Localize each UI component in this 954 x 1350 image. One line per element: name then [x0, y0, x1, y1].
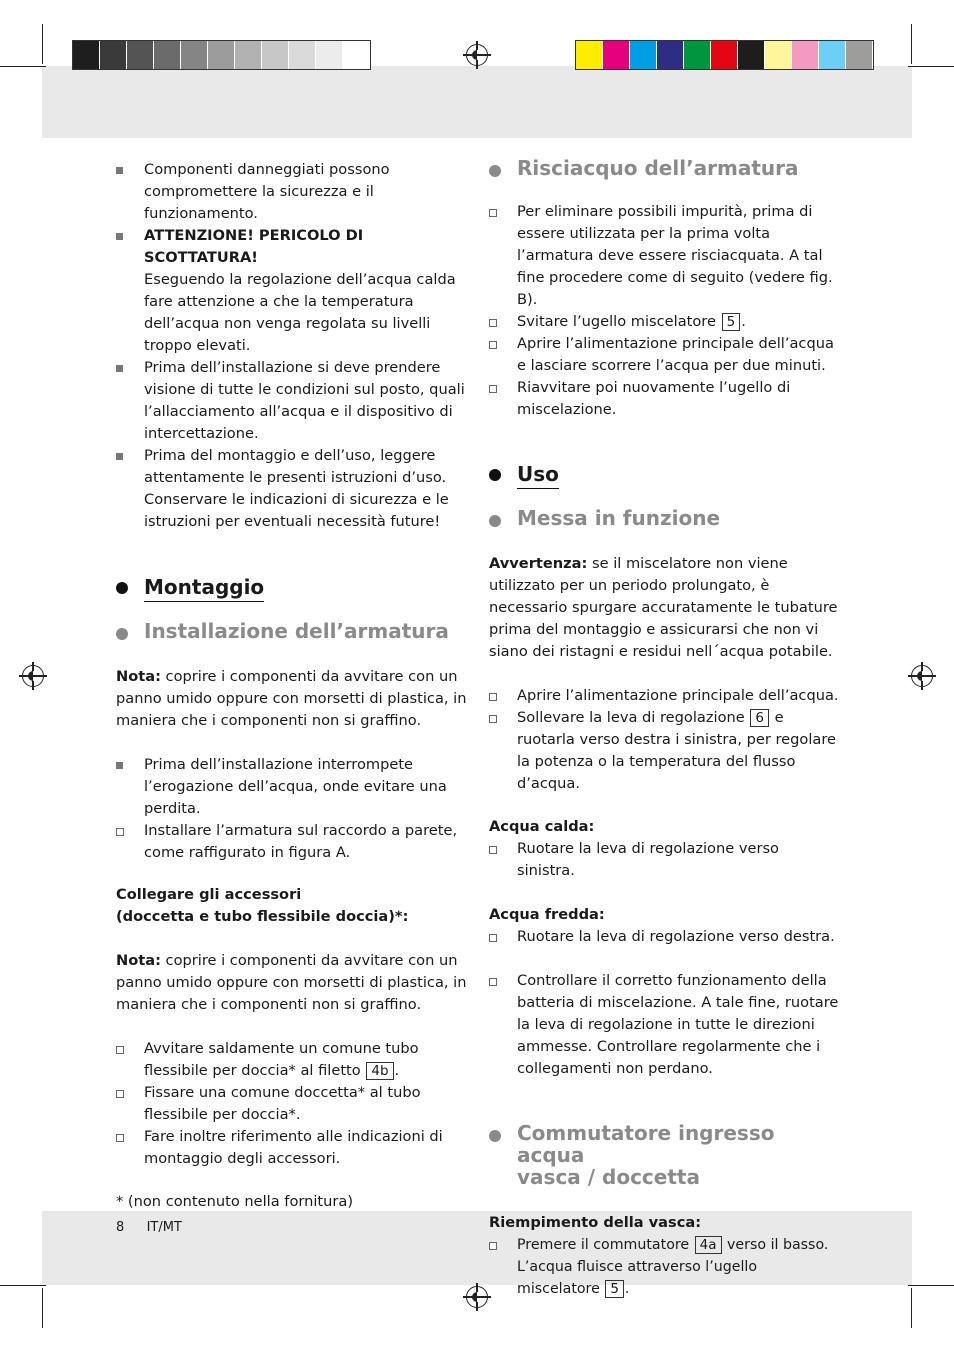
gray-swatch	[127, 41, 154, 69]
crop-mark	[0, 1285, 46, 1286]
subsection-heading-installazione: Installazione dell’armatura	[116, 620, 468, 642]
language-code: IT/MT	[146, 1220, 182, 1235]
checkbox-bullet-icon	[489, 846, 497, 854]
crop-mark	[911, 24, 912, 64]
bullet-dot-icon	[116, 628, 128, 640]
section-heading-montaggio: Montaggio	[116, 574, 468, 600]
registration-mark-icon	[911, 665, 933, 687]
part-reference: 4a	[695, 1236, 722, 1254]
gray-swatch	[100, 41, 127, 69]
list-item: Aprire l’alimentazione principale dell’acqua e lasciare scorrere l’acqua per due minuti.	[489, 333, 841, 377]
list-item: Prima del montaggio e dell’uso, leggere attentamente le presenti istruzioni d’uso. Conservare le indicazioni di sicurezza e le istruzioni per eventuali necessità future!	[116, 445, 468, 533]
part-reference: 6	[750, 709, 769, 727]
accessories-heading: Collegare gli accessori (doccetta e tubo flessibile doccia)*:	[116, 886, 409, 925]
checkbox-bullet-icon	[489, 385, 497, 393]
color-swatch	[765, 41, 792, 69]
gray-swatch	[154, 41, 181, 69]
subsection-heading-risciacquo: Risciacquo dell’armatura	[489, 157, 841, 179]
bullet-square-icon	[116, 453, 123, 460]
list-item: Prima dell’installazione si deve prendere visione di tutte le condizioni sul posto, quali l’allacciamento all’acqua e il dispositivo di intercettazione.	[116, 357, 468, 445]
list-item: Per eliminare possibili impurità, prima di essere utilizzata per la prima volta l’armatura deve essere risciacquata. A tal fine procedere come di seguito (vedere fig. B).	[489, 201, 841, 311]
color-swatch	[846, 41, 873, 69]
page-footer	[116, 1220, 182, 1235]
bullet-square-icon	[116, 233, 123, 240]
part-reference: 5	[722, 313, 741, 331]
list-item: Aprire l’alimentazione principale dell’acqua.	[489, 685, 841, 707]
color-swatch	[630, 41, 657, 69]
warning-title: ATTENZIONE! PERICOLO DI SCOTTATURA!	[144, 227, 364, 266]
hot-water-label: Acqua calda:	[489, 818, 595, 835]
bullet-dot-icon	[116, 582, 128, 594]
checkbox-bullet-icon	[489, 715, 497, 723]
warning-paragraph: Avvertenza: se il miscelatore non viene utilizzato per un periodo prolungato, è necessario spurgare accuratamente le tubature prima del montaggio e assicurarsi che non vi siano dei ristagni e residui nell´acqua potabile.	[489, 555, 838, 660]
bullet-dot-icon	[489, 469, 501, 481]
color-swatch	[711, 41, 738, 69]
cold-water-label: Acqua fredda:	[489, 906, 605, 923]
list-item: Riavvitare poi nuovamente l’ugello di miscelazione.	[489, 377, 841, 421]
part-reference: 5	[605, 1280, 624, 1298]
checkbox-bullet-icon	[116, 1134, 124, 1142]
color-swatch	[792, 41, 819, 69]
gray-swatch	[235, 41, 262, 69]
gray-swatch	[316, 41, 343, 69]
registration-mark-icon	[22, 665, 44, 687]
list-item: Svitare l’ugello miscelatore 5 .	[489, 311, 841, 333]
list-item: Componenti danneggiati possono compromettere la sicurezza e il funzionamento.	[116, 159, 468, 225]
gray-swatch	[289, 41, 316, 69]
checkbox-bullet-icon	[489, 319, 497, 327]
left-column	[116, 159, 468, 1213]
gray-calibration-bar	[72, 40, 371, 70]
list-item: Ruotare la leva di regolazione verso destra.	[489, 926, 841, 948]
bullet-square-icon	[116, 365, 123, 372]
page-number: 8	[116, 1220, 125, 1235]
registration-mark-icon	[466, 44, 488, 66]
right-column	[489, 157, 841, 1300]
crop-mark	[908, 1285, 954, 1286]
subsection-heading-commutatore: Commutatore ingresso acqua vasca / doccetta	[489, 1122, 841, 1188]
color-swatch	[684, 41, 711, 69]
gray-swatch	[208, 41, 235, 69]
gray-swatch	[262, 41, 289, 69]
list-item: Prima dell’installazione interrompete l’erogazione dell’acqua, onde evitare una perdita.	[116, 754, 468, 820]
part-reference: 4b	[366, 1062, 393, 1080]
list-item: Ruotare la leva di regolazione verso sinistra.	[489, 838, 841, 882]
checkbox-bullet-icon	[116, 828, 124, 836]
color-calibration-bar	[575, 40, 874, 70]
list-item: Avvitare saldamente un comune tubo flessibile per doccia* al filetto 4b .	[116, 1038, 468, 1082]
crop-mark	[42, 24, 43, 64]
list-item: Premere il commutatore 4a verso il basso. L’acqua fluisce attraverso l’ugello miscelatore 5 .	[489, 1234, 841, 1300]
color-swatch	[819, 41, 846, 69]
gray-swatch	[181, 41, 208, 69]
footnote: * (non contenuto nella fornitura)	[116, 1193, 354, 1210]
bullet-square-icon	[116, 167, 123, 174]
bullet-dot-icon	[489, 515, 501, 527]
list-item: Fissare una comune doccetta* al tubo flessibile per doccia*.	[116, 1082, 468, 1126]
checkbox-bullet-icon	[116, 1046, 124, 1054]
gray-swatch	[343, 41, 370, 69]
crop-mark	[908, 66, 954, 67]
checkbox-bullet-icon	[489, 934, 497, 942]
list-item: ATTENZIONE! PERICOLO DI SCOTTATURA! Eseguendo la regolazione dell’acqua calda fare attenzione a che la temperatura dell’acqua non venga regolata su livelli troppo elevati.	[116, 225, 468, 357]
list-item: Sollevare la leva di regolazione 6 e ruotarla verso destra i sinistra, per regolare la potenza o la temperatura del flusso d’acqua.	[489, 707, 841, 795]
color-swatch	[603, 41, 630, 69]
subsection-heading-messa-in-funzione: Messa in funzione	[489, 507, 841, 529]
color-swatch	[738, 41, 765, 69]
checkbox-bullet-icon	[489, 1242, 497, 1250]
checkbox-bullet-icon	[116, 1090, 124, 1098]
checkbox-bullet-icon	[489, 341, 497, 349]
registration-mark-icon	[466, 1286, 488, 1308]
header-band	[42, 66, 912, 138]
color-swatch	[657, 41, 684, 69]
note-paragraph: Nota: coprire i componenti da avvitare con un panno umido oppure con morsetti di plastica, in maniera che i componenti non si graffino.	[116, 668, 467, 729]
list-item: Installare l’armatura sul raccordo a parete, come raffigurato in figura A.	[116, 820, 468, 864]
checkbox-bullet-icon	[489, 978, 497, 986]
section-heading-uso: Uso	[489, 461, 841, 487]
color-swatch	[576, 41, 603, 69]
bullet-dot-icon	[489, 1130, 501, 1142]
crop-mark	[0, 66, 46, 67]
list-item: Fare inoltre riferimento alle indicazioni di montaggio degli accessori.	[116, 1126, 468, 1170]
list-item: Controllare il corretto funzionamento della batteria di miscelazione. A tale fine, ruotare la leva di regolazione in tutte le direzioni ammesse. Controllare regolarmente che i collegamenti non perdano.	[489, 970, 841, 1080]
checkbox-bullet-icon	[489, 209, 497, 217]
crop-mark	[911, 1288, 912, 1328]
checkbox-bullet-icon	[489, 693, 497, 701]
note-paragraph: Nota: coprire i componenti da avvitare con un panno umido oppure con morsetti di plastica, in maniera che i componenti non si graffino.	[116, 952, 467, 1013]
crop-mark	[42, 1288, 43, 1328]
gray-swatch	[73, 41, 100, 69]
bullet-dot-icon	[489, 165, 501, 177]
bath-filling-label: Riempimento della vasca:	[489, 1214, 702, 1231]
bullet-square-icon	[116, 762, 123, 769]
